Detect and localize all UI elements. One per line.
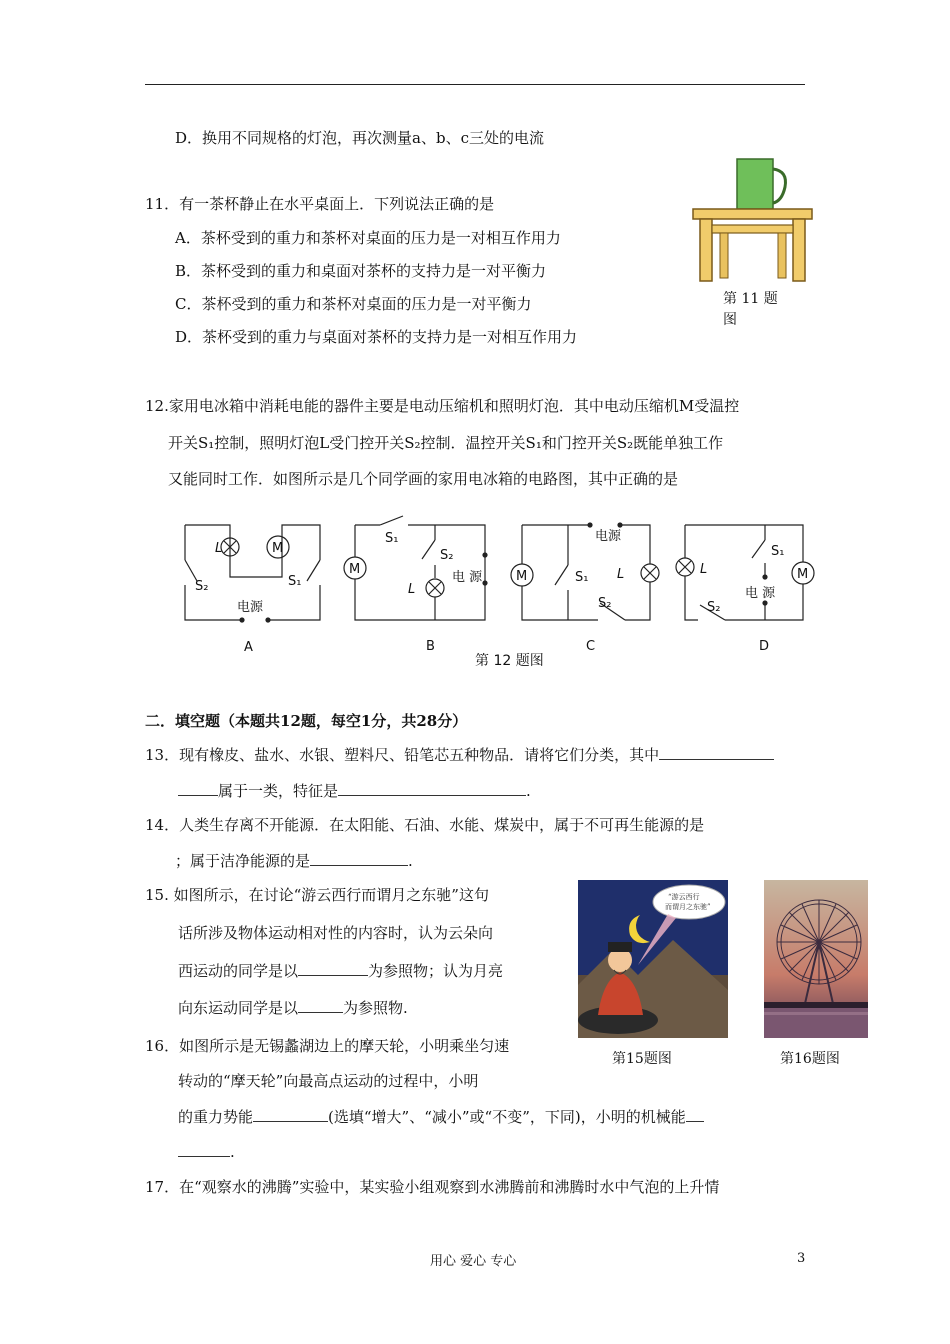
q12-circuit-figure — [170, 515, 820, 675]
label-a-m: M — [272, 541, 284, 556]
label-d-source: 电 源 — [745, 586, 776, 601]
label-c-letter: C — [586, 639, 596, 654]
q16-line-3 — [178, 1106, 704, 1127]
q14-text-2: ；属于洁净能源的是 — [175, 852, 311, 870]
circuit-b — [344, 516, 487, 620]
q14-period: . — [408, 852, 413, 870]
q16-text-3b: (选填“增大”、“减小”或“不变”，下同)，小明的机械能 — [328, 1108, 686, 1126]
label-b-s1: S₁ — [385, 531, 399, 546]
label-b-s2: S₂ — [440, 548, 454, 563]
label-a-letter: A — [244, 640, 253, 655]
q17-line-1: 17．在“观察水的沸腾”实验中，某实验小组观察到水沸腾前和沸腾时水中气泡的上升情 — [145, 1178, 720, 1196]
q16-blank-2b — [178, 1142, 230, 1157]
q15-text-4b: 为参照物. — [343, 999, 408, 1017]
table-top — [693, 209, 812, 219]
label-d-m: M — [797, 567, 809, 582]
q16-line-1: 16．如图所示是无锡蠡湖边上的摩天轮，小明乘坐匀速 — [145, 1037, 510, 1055]
q12-line-1: 12.家用电冰箱中消耗电能的器件主要是电动压缩机和照明灯泡．其中电动压缩机M受温控 — [145, 397, 740, 415]
label-a-s2: S₂ — [195, 579, 209, 594]
q15-blank-2 — [298, 998, 343, 1013]
q11-option-a: A．茶杯受到的重力和茶杯对桌面的压力是一对相互作用力 — [175, 229, 561, 247]
q16-blank-2a — [686, 1107, 704, 1122]
label-c-s2: S₂ — [598, 596, 612, 611]
bubble-text-2: 而谓月之东驰” — [665, 903, 711, 911]
q16-line-2: 转动的“摩天轮”向最高点运动的过程中，小明 — [178, 1072, 479, 1090]
section-2-heading: 二．填空题（本题共12题，每空1分，共28分） — [145, 712, 468, 730]
q14-blank-2 — [310, 851, 408, 866]
q15-scholar-moon-picture — [578, 880, 728, 1038]
q16-blank-1 — [253, 1107, 328, 1122]
q11-option-c: C．茶杯受到的重力和茶杯对桌面的压力是一对平衡力 — [175, 295, 532, 313]
page-number: 3 — [797, 1251, 806, 1266]
speech-bubble — [653, 885, 725, 919]
q11-figure-caption-2: 图 — [723, 312, 737, 328]
q11-option-b: B．茶杯受到的重力和桌面对茶杯的支持力是一对平衡力 — [175, 262, 547, 280]
q13-line-1 — [145, 744, 774, 765]
q13-line-2 — [178, 780, 531, 801]
q13-text-1: 13．现有橡皮、盐水、水银、塑料尺、铅笔芯五种物品．请将它们分类，其中 — [145, 746, 660, 764]
q16-text-3a: 的重力势能 — [178, 1108, 254, 1126]
label-a-l: L — [215, 541, 223, 556]
footer-motto: 用心 爱心 专心 — [430, 1254, 517, 1269]
q15-text-3b: 为参照物；认为月亮 — [368, 962, 504, 980]
q16-period: . — [230, 1143, 235, 1161]
label-c-m: M — [516, 569, 528, 584]
q13-period: . — [526, 782, 531, 800]
circuit-d — [676, 525, 814, 620]
label-d-l: L — [700, 562, 708, 577]
q12-figure-caption: 第 12 题图 — [475, 653, 544, 669]
label-b-source: 电 源 — [452, 570, 483, 585]
q11-figure-caption-1: 第 11 题 — [723, 291, 778, 307]
q13-blank-1a — [659, 745, 774, 760]
label-b-letter: B — [426, 639, 435, 654]
q10-option-d: D．换用不同规格的灯泡，再次测量a、b、c三处的电流 — [175, 129, 544, 147]
q15-figure-caption: 第15题图 — [612, 1051, 672, 1067]
q16-line-4 — [178, 1142, 235, 1161]
q13-blank-1b — [178, 781, 218, 796]
q15-line-1: 15. 如图所示，在讨论“游云西行而谓月之东驰”这句 — [145, 886, 489, 904]
q15-line-3 — [178, 960, 503, 981]
q11-stem: 11．有一茶杯静止在水平桌面上．下列说法正确的是 — [145, 195, 495, 213]
q15-text-4a: 向东运动同学是以 — [178, 999, 299, 1017]
q12-line-3: 又能同时工作．如图所示是几个同学画的家用电冰箱的电路图，其中正确的是 — [168, 470, 679, 488]
q15-line-4 — [178, 997, 408, 1018]
q13-text-2: 属于一类，特征是 — [218, 782, 339, 800]
label-d-s2: S₂ — [707, 600, 721, 615]
q15-line-2: 话所涉及物体运动相对性的内容时，认为云朵向 — [178, 924, 494, 942]
label-a-s1: S₁ — [288, 574, 302, 589]
q11-option-d: D．茶杯受到的重力与桌面对茶杯的支持力是一对相互作用力 — [175, 328, 578, 346]
header-rule — [145, 84, 805, 85]
bubble-text-1: “游云西行 — [668, 893, 700, 901]
q16-ferris-wheel-picture — [764, 880, 868, 1038]
q15-blank-1 — [298, 961, 368, 976]
label-a-source: 电源 — [237, 600, 264, 615]
label-c-s1: S₁ — [575, 570, 589, 585]
label-d-letter: D — [759, 639, 770, 654]
q15-text-3a: 西运动的同学是以 — [178, 962, 299, 980]
q12-line-2: 开关S₁控制，照明灯泡L受门控开关S₂控制．温控开关S₁和门控开关S₂既能单独工作 — [168, 434, 724, 452]
label-c-l: L — [617, 567, 625, 582]
q16-figure-caption: 第16题图 — [780, 1051, 840, 1067]
q14-line-2 — [175, 850, 413, 871]
label-b-m: M — [349, 562, 361, 577]
teacup-table-figure — [690, 155, 815, 285]
q14-line-1: 14．人类生存离不开能源．在太阳能、石油、水能、煤炭中，属于不可再生能源的是 — [145, 816, 705, 834]
label-c-source: 电源 — [595, 529, 622, 544]
teacup — [737, 159, 773, 209]
label-b-l: L — [408, 582, 416, 597]
q13-blank-2 — [338, 781, 526, 796]
label-d-s1: S₁ — [771, 544, 785, 559]
